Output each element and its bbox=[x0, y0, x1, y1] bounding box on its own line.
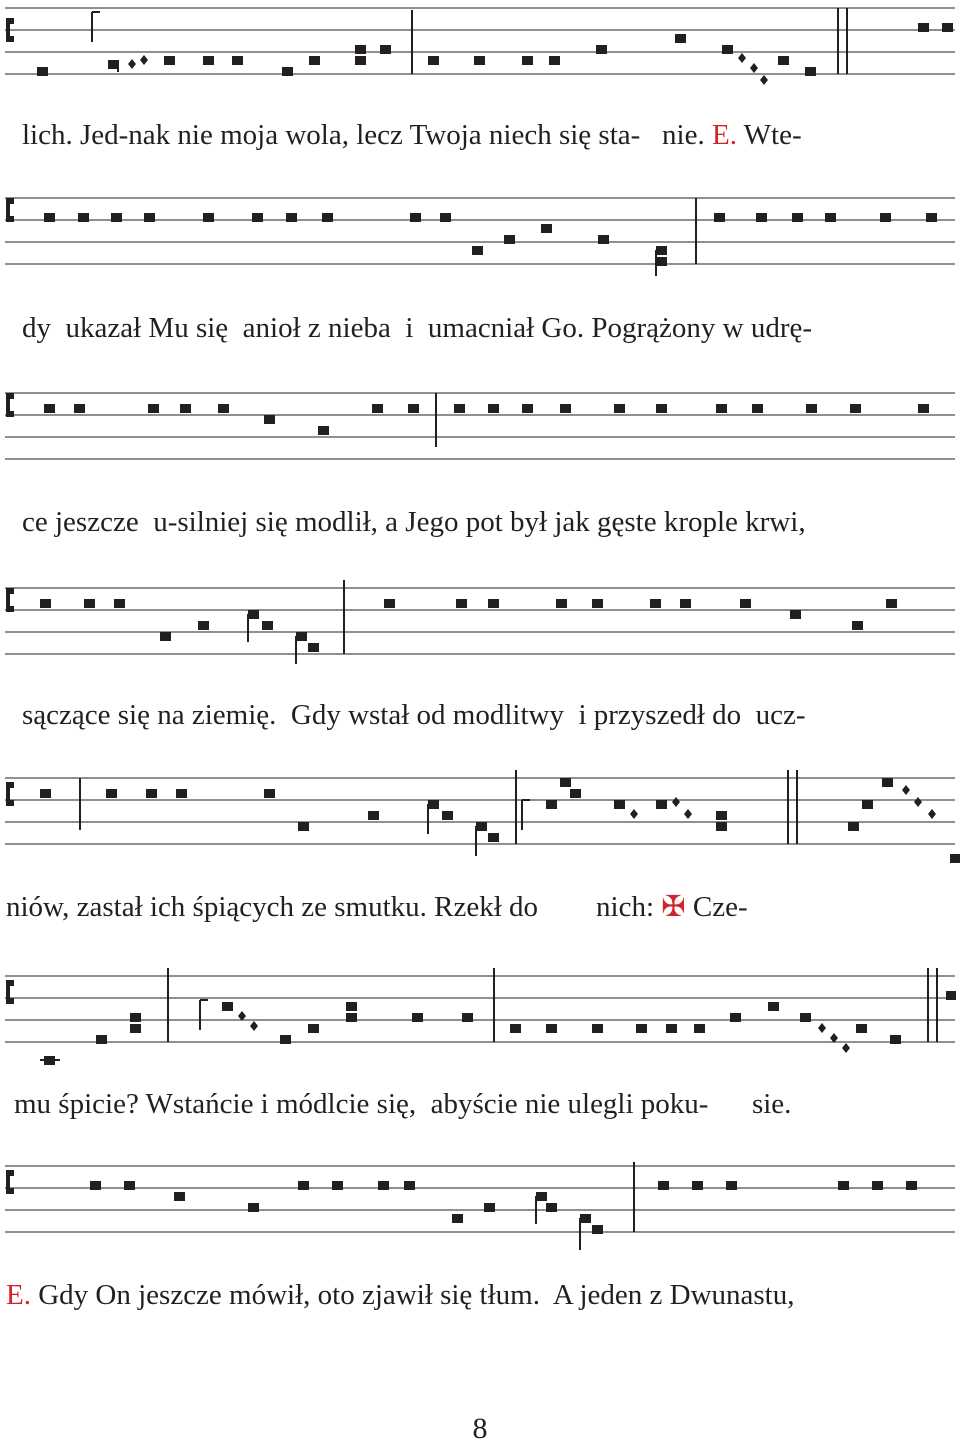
lyric-text: sączące się na ziemię. Gdy wstał od modlitwy i przyszedł do ucz- bbox=[22, 699, 806, 731]
lyric-line-3 bbox=[22, 505, 806, 539]
lyric-line-6 bbox=[14, 1087, 791, 1121]
staff-system-6 bbox=[0, 968, 960, 1078]
cross-rubric-icon: ✠ bbox=[661, 891, 686, 923]
lyric-text: mu śpicie? Wstańcie i módlcie się, abyście nie ulegli poku- sie. bbox=[14, 1088, 792, 1120]
rubric-marker: E. bbox=[6, 1279, 31, 1311]
lyric-line-2 bbox=[22, 311, 812, 345]
page-number: 8 bbox=[472, 1412, 488, 1445]
staff-system-7 bbox=[0, 1162, 960, 1272]
lyric-line-4 bbox=[22, 698, 806, 732]
staff-system-4 bbox=[0, 580, 960, 690]
lyric-line-7 bbox=[6, 1278, 794, 1312]
lyric-text: niów, zastał ich śpiących ze smutku. Rzekł do nich: bbox=[6, 891, 662, 923]
staff-system-5 bbox=[0, 770, 960, 880]
lyric-text: Wte- bbox=[736, 119, 802, 151]
lyric-line-5 bbox=[6, 890, 748, 924]
lyric-text: dy ukazał Mu się anioł z nieba i umacniał Go. Pogrążony w udrę- bbox=[22, 312, 813, 344]
staff-system-1 bbox=[0, 0, 960, 110]
lyric-text: Gdy On jeszcze mówił, oto zjawił się tłum. A jeden z Dwunastu, bbox=[30, 1279, 795, 1311]
lyric-text: lich. Jed-nak nie moja wola, lecz Twoja niech się sta- nie. bbox=[22, 119, 712, 151]
staff-system-2 bbox=[0, 190, 960, 300]
rubric-marker: E. bbox=[711, 119, 737, 151]
lyric-text: ce jeszcze u-silniej się modlił, a Jego pot był jak gęste krople krwi, bbox=[22, 506, 806, 538]
staff-system-3 bbox=[0, 385, 960, 495]
lyric-text: Cze- bbox=[685, 891, 748, 923]
lyric-line-1 bbox=[22, 118, 802, 152]
